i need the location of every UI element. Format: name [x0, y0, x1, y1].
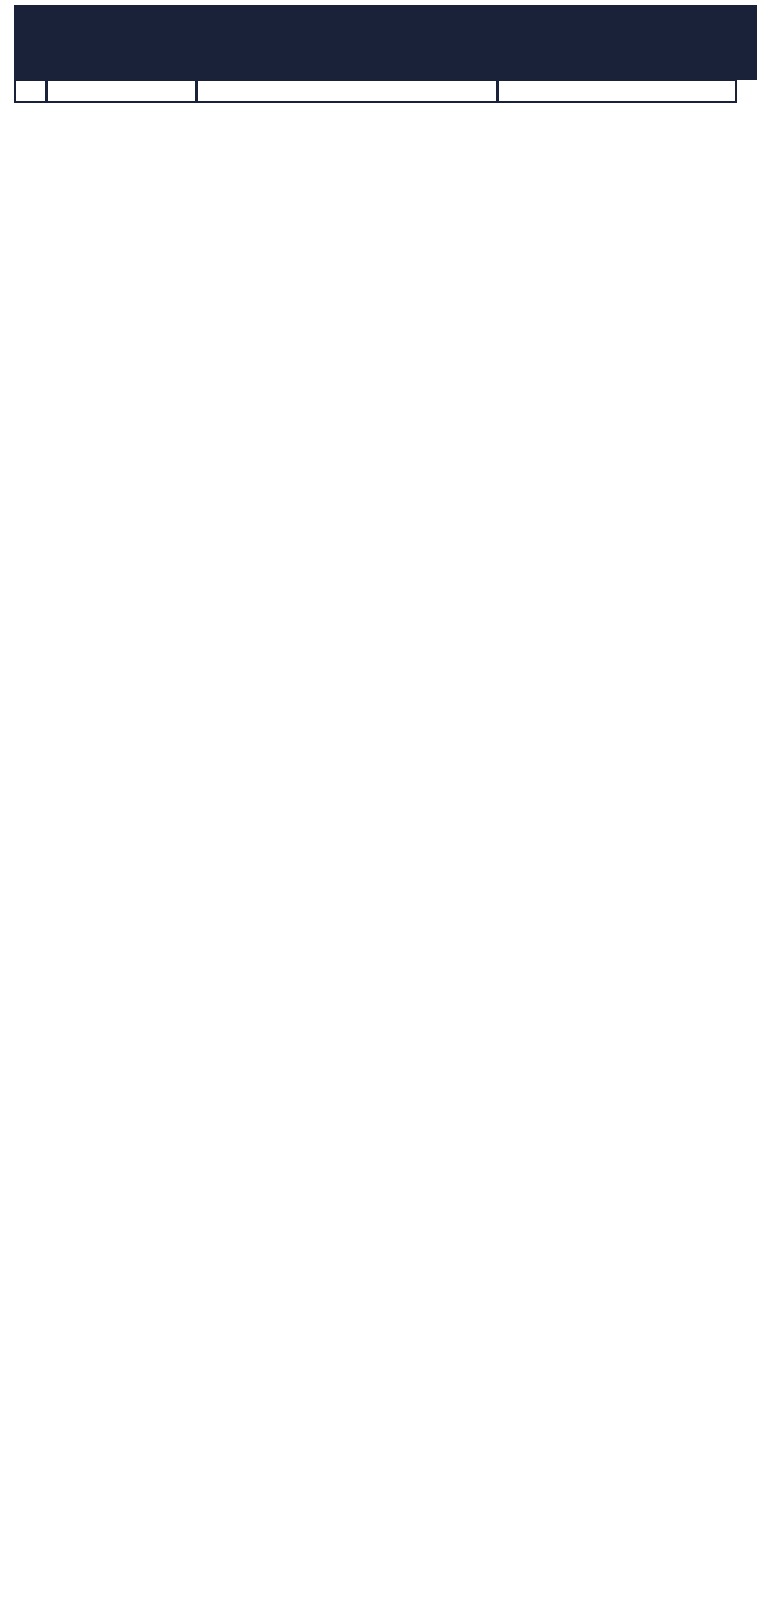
column-header-no	[14, 79, 47, 103]
column-header-servidores	[497, 79, 737, 103]
column-header-departamentos	[46, 79, 197, 103]
table-title-banner	[14, 5, 757, 80]
column-header-municipio	[196, 79, 498, 103]
